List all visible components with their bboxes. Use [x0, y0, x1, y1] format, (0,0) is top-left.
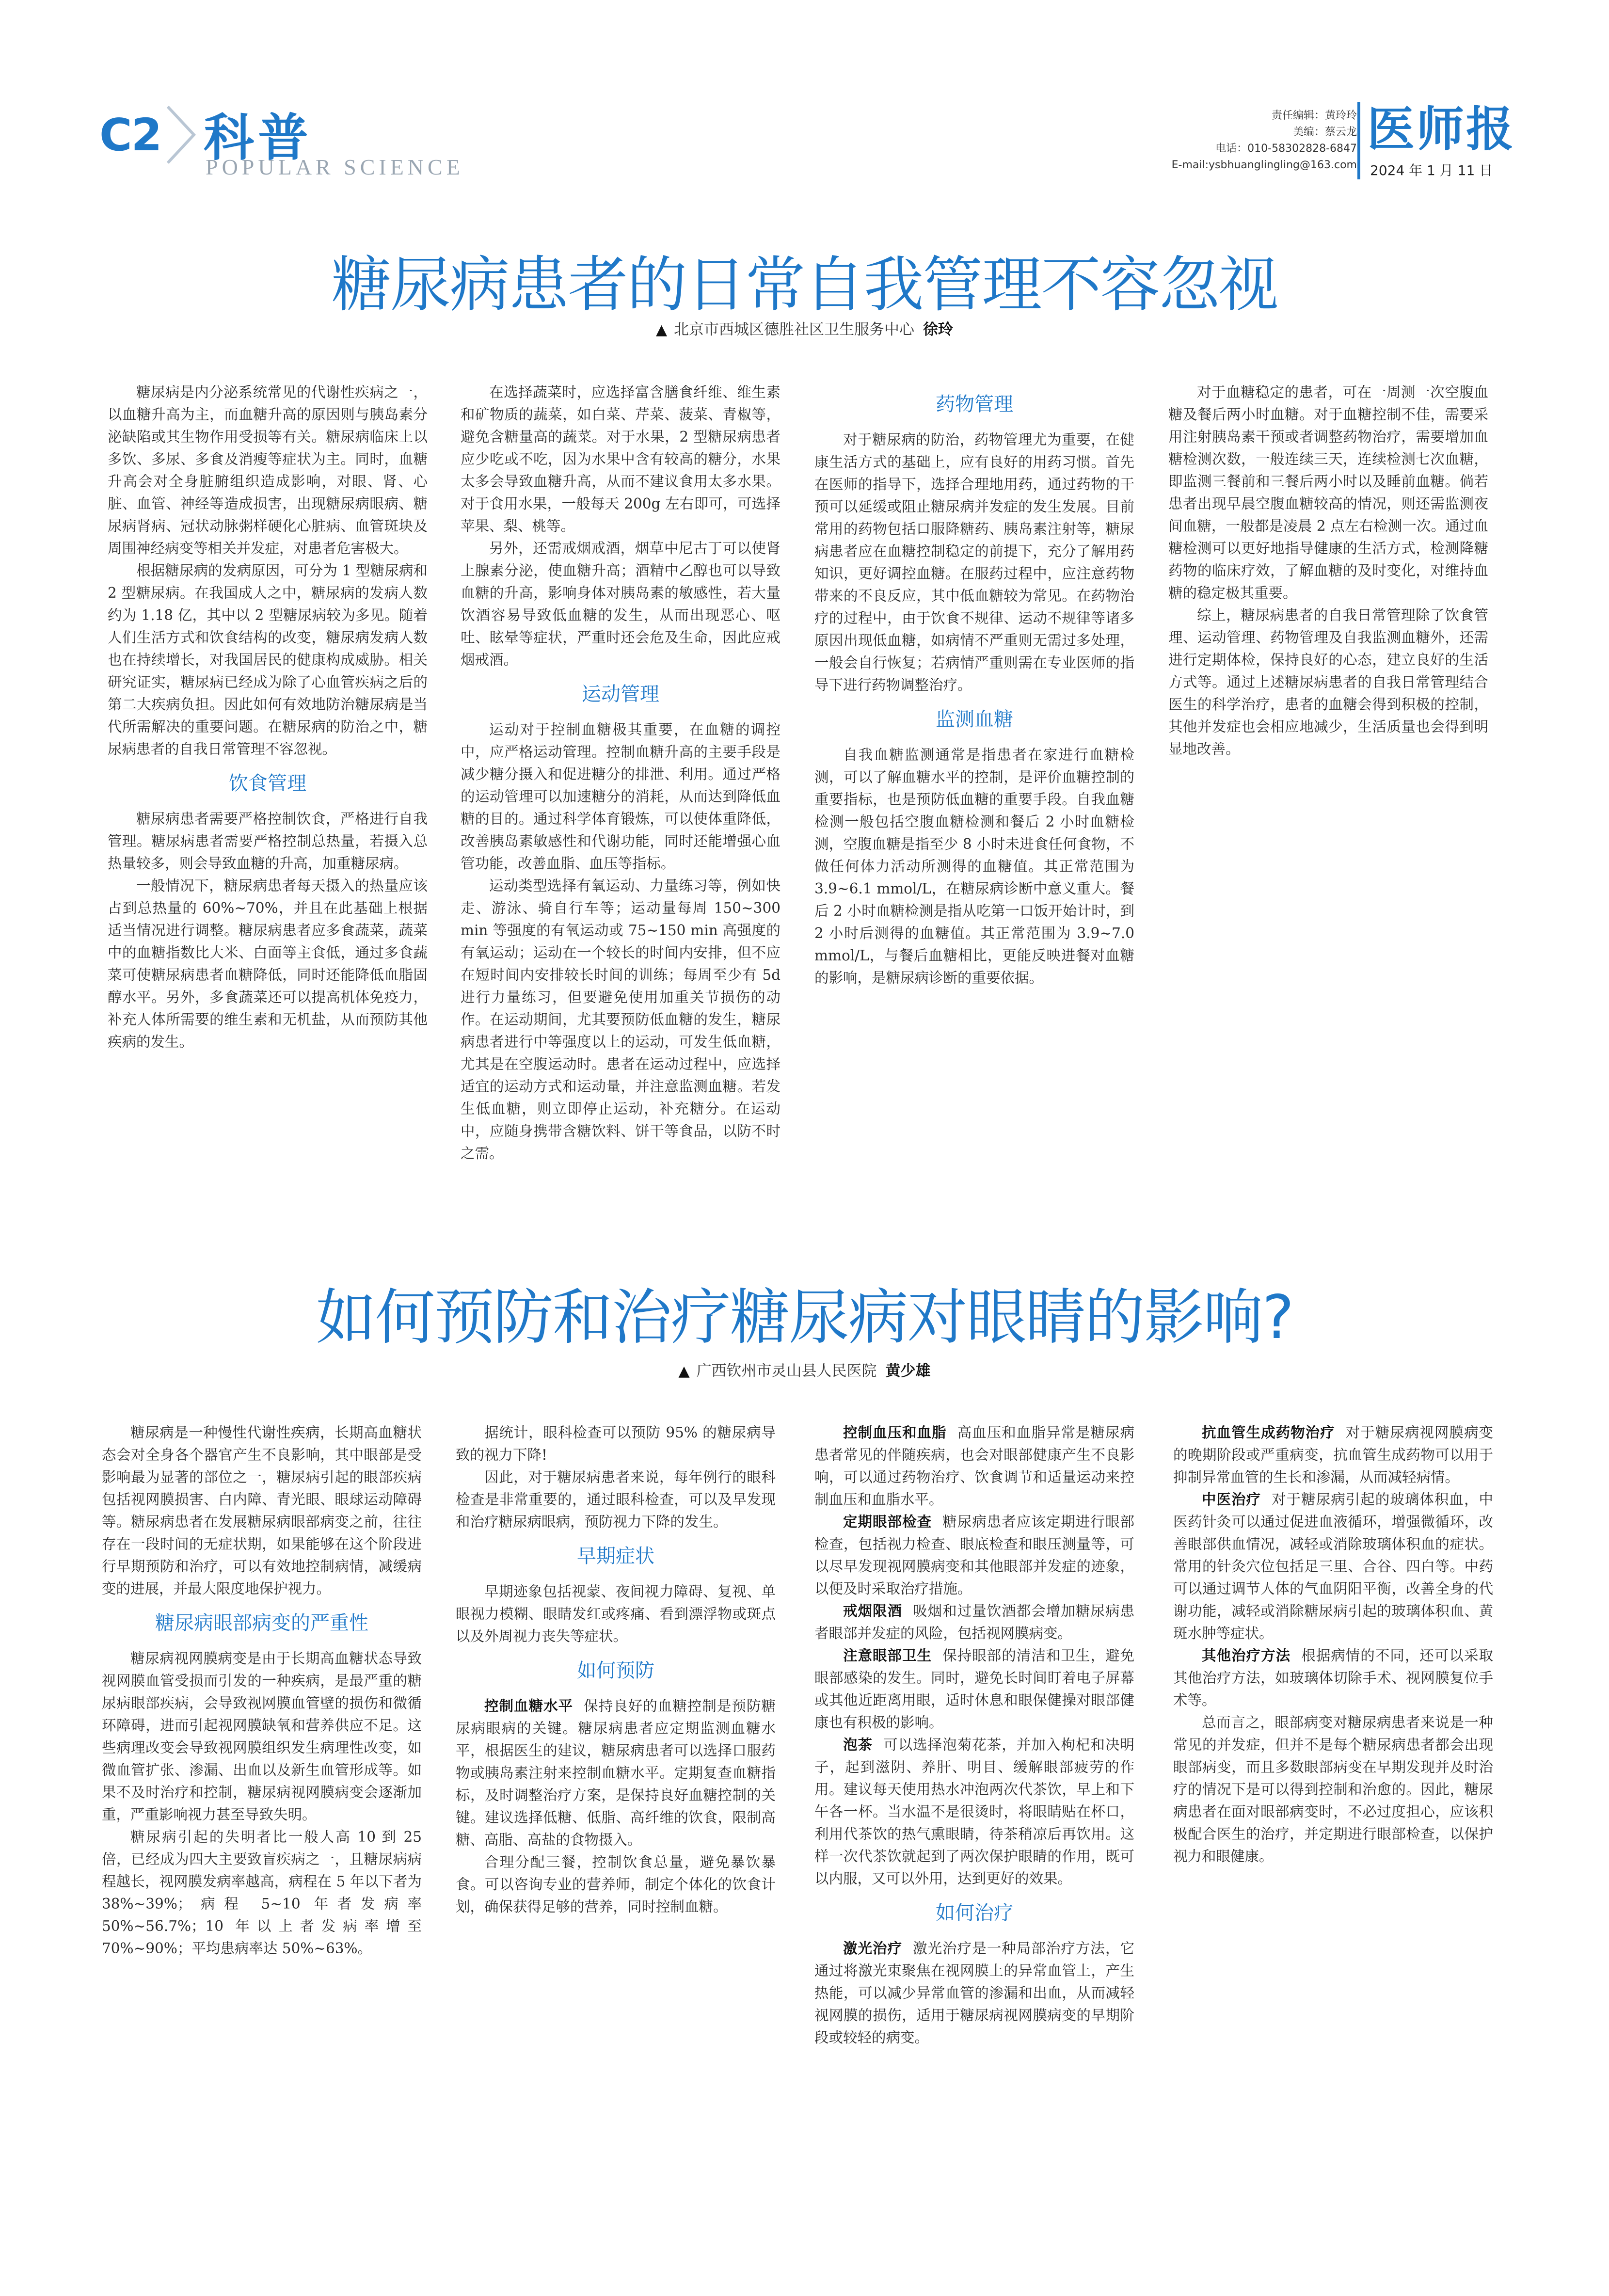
section-heading-drug: 药物管理	[936, 393, 1013, 415]
paragraph: 早期迹象包括视蒙、夜间视力障碍、复视、单眼视力模糊、眼睛发红或疼痛、看到漂浮物或斑点以及外周视力丧失等症状。	[456, 1583, 776, 1644]
paragraph: 中医治疗 对于糖尿病引起的玻璃体积血，中医药针灸可以通过促进血液循环，增强微循环，改善眼部供血情况，减轻或消除玻璃体积血的症状。常用的针灸穴位包括足三里、合谷、四白等。中药可以通过调节人体的气血阴阳平衡，改善全身的代谢功能，减轻或消除糖尿病引起的玻璃体积血、黄斑水肿等症状。	[1173, 1491, 1493, 1642]
triangle-icon: ▲	[678, 1363, 690, 1380]
article2-title: 如何预防和治疗糖尿病对眼睛的影响?	[316, 1283, 1293, 1353]
article2-column-1	[102, 1421, 422, 2265]
section-heading-monitor: 监测血糖	[936, 708, 1013, 731]
paragraph: 对于糖尿病的防治，药物管理尤为重要，在健康生活方式的基础上，应有良好的用药习惯。首先在医师的指导下，选择合理地用药，通过药物的干预可以延缓或阻止糖尿病并发症的发生发展。目前常用的药物包括口服降糖药、胰岛素注射等，糖尿病患者应在血糖控制稳定的前提下，充分了解用药知识，更好调控血糖。在服药过程中，应注意药物带来的不良反应，其中低血糖较为常见。在药物治疗的过程中，由于饮食不规律、运动不规律等诸多原因出现低血糖，如病情不严重则无需过多处理，一般会自行恢复；若病情严重则需在专业医师的指导下进行药物调整治疗。	[814, 431, 1134, 693]
paragraph: 激光治疗 激光治疗是一种局部治疗方法，它通过将激光束聚焦在视网膜上的异常血管上，产生热能，可以减少异常血管的渗漏和出血，从而减轻视网膜的损伤，适用于糖尿病视网膜病变的早期阶段或较轻的病变。	[814, 1940, 1134, 2046]
article1-byline	[0, 317, 1609, 339]
masthead-divider	[1357, 102, 1360, 179]
paragraph: 糖尿病视网膜病变是由于长期高血糖状态导致视网膜血管受损而引发的一种疾病，是最严重的糖尿病眼部疾病，会导致视网膜血管壁的损伤和微循环障碍，进而引起视网膜缺氧和营养供应不足。这些病理改变会导致视网膜组织发生病理性改变，如微血管扩张、渗漏、出血以及新生血管形成等。如果不及时治疗和控制，糖尿病视网膜病变会逐渐加重，严重影响视力甚至导致失明。	[102, 1650, 422, 1823]
paragraph: 戒烟限酒 吸烟和过量饮酒都会增加糖尿病患者眼部并发症的风险，包括视网膜病变。	[814, 1603, 1134, 1642]
keyword: 控制血糖水平	[484, 1698, 574, 1714]
section-heading-early: 早期症状	[577, 1545, 654, 1567]
keyword: 抗血管生成药物治疗	[1202, 1424, 1335, 1441]
email: E-mail:ysbhuanglingling@163.com	[1171, 159, 1357, 171]
article2-affiliation: 广西钦州市灵山县人民医院	[696, 1362, 877, 1380]
article2-column-4	[1173, 1421, 1493, 2265]
paragraph: 其他治疗方法 根据病情的不同，还可以采取其他治疗方法，如玻璃体切除手术、视网膜复位手术等。	[1173, 1647, 1493, 1708]
article2-author: 黄少雄	[885, 1362, 931, 1380]
paragraph: 定期眼部检查 糖尿病患者应该定期进行眼部检查，包括视力检查、眼底检查和眼压测量等，可以尽早发现视网膜病变和其他眼部并发症的迹象，以便及时采取治疗措施。	[814, 1514, 1134, 1597]
paragraph: 糖尿病是内分泌系统常见的代谢性疾病之一，以血糖升高为主，而血糖升高的原因则与胰岛素分泌缺陷或其生物作用受损等有关。糖尿病临床上以多饮、多尿、多食及消瘦等症状为主。同时，血糖升高会对全身脏腑组织造成影响，对眼、肾、心脏、血管、神经等造成损害，出现糖尿病眼病、糖尿病肾病、冠状动脉粥样硬化心脏病、血管斑块及周围神经病变等相关并发症，对患者危害极大。	[108, 384, 428, 557]
editor: 责任编辑：黄玲玲	[1271, 110, 1357, 122]
article2-column-2	[456, 1421, 776, 2265]
section-heading-treat: 如何治疗	[936, 1902, 1013, 1924]
chevron-right-icon	[159, 101, 203, 169]
keyword: 泡茶	[843, 1737, 873, 1753]
article2-byline	[0, 1358, 1609, 1380]
keyword: 其他治疗方法	[1202, 1647, 1291, 1664]
paragraph: 根据糖尿病的发病原因，可分为 1 型糖尿病和 2 型糖尿病。在我国成人之中，糖尿病的发病人数约为 1.18 亿，其中以 2 型糖尿病较为多见。随着人们生活方式和饮食结构的改变，糖尿病发病人数也在持续增长，对我国居民的健康构成威胁。相关研究证实，糖尿病已经成为除了心血管疾病之后的第二大疾病负担。因此如何有效地防治糖尿病是当代所需解决的重要问题。在糖尿病的防治之中，糖尿病患者的自我日常管理不容忽视。	[108, 562, 428, 757]
article2-column-3	[814, 1421, 1134, 2265]
issue-date: 2024 年 1 月 11 日	[1370, 162, 1493, 178]
paragraph: 控制血糖水平 保持良好的血糖控制是预防糖尿病眼病的关键。糖尿病患者应定期监测血糖水平，根据医生的建议，糖尿病患者可以选择口服药物或胰岛素注射来控制血糖水平。定期复查血糖指标，及时调整治疗方案，是保持良好血糖控制的关键。建议选择低糖、低脂、高纤维的饮食，限制高糖、高脂、高盐的食物摄入。	[456, 1698, 776, 1848]
section-heading-exercise: 运动管理	[582, 683, 659, 705]
keyword: 中医治疗	[1202, 1491, 1261, 1508]
designer: 美编：蔡云龙	[1292, 126, 1357, 138]
paragraph: 自我血糖监测通常是指患者在家进行血糖检测，可以了解血糖水平的控制，是评价血糖控制的重要指标，也是预防低血糖的重要手段。自我血糖检测一般包括空腹血糖检测和餐后 2 小时血糖检测，空腹血糖是指至少 8 小时未进食任何食物，不做任何体力活动所测得的血糖值。其正常范围为 3.9~6.1 mmol/L，在糖尿病诊断中意义重大。餐后 2 小时血糖检测是指从吃第一口饭开始计时，到 2 小时后测得的血糖值。其正常范围为 3.9~7.0 mmol/L，与餐后血糖相比，更能反映进餐对血糖的影响，是糖尿病诊断的重要依据。	[814, 747, 1134, 986]
paragraph: 注意眼部卫生 保持眼部的清洁和卫生，避免眼部感染的发生。同时，避免长时间盯着电子屏幕或其他近距离用眼，适时休息和眼保健操对眼部健康也有积极的影响。	[814, 1647, 1134, 1731]
paragraph: 因此，对于糖尿病患者来说，每年例行的眼科检查是非常重要的，通过眼科检查，可以及早发现和治疗糖尿病眼病，预防视力下降的发生。	[456, 1469, 776, 1530]
paragraph: 抗血管生成药物治疗 对于糖尿病视网膜病变的晚期阶段或严重病变，抗血管生成药物可以用于抑制异常血管的生长和渗漏，从而减轻病情。	[1173, 1424, 1493, 1485]
keyword: 激光治疗	[843, 1940, 903, 1957]
paragraph: 泡茶 可以选择泡菊花茶，并加入枸杞和决明子，起到滋阴、养肝、明目、缓解眼部疲劳的作用。建议每天使用热水冲泡两次代茶饮，早上和下午各一杯。当水温不是很烫时，将眼睛贴在杯口，利用代茶饮的热气熏眼睛，待茶稍凉后再饮用。这样一次代茶饮就起到了两次保护眼睛的作用，既可以内服，又可以外用，达到更好的效果。	[814, 1737, 1134, 1887]
section-code: C2	[99, 109, 161, 161]
paragraph: 总而言之，眼部病变对糖尿病患者来说是一种常见的并发症，但并不是每个糖尿病患者都会出现眼部病变，而且多数眼部病变在早期发现并及时治疗的情况下是可以得到控制和治愈的。因此，糖尿病患者在面对眼部病变时，不必过度担心，应该积极配合医生的治疗，并定期进行眼部检查，以保护视力和眼健康。	[1173, 1714, 1493, 1865]
article1-title: 糖尿病患者的日常自我管理不容忽视	[331, 250, 1278, 320]
paragraph: 运动类型选择有氧运动、力量练习等，例如快走、游泳、骑自行车等；运动量每周 150~300 min 等强度的有氧运动或 75~150 min 高强度的有氧运动；运动在一个较长的时间内安排，但不应在短时间内安排较长时间的训练；每周至少有 5d 进行力量练习，但要避免使用加重关节损伤的动作。在运动期间，尤其要预防低血糖的发生，糖尿病患者进行中等强度以上的运动，可发生低血糖，尤其是在空腹运动时。患者在运动过程中，应选择适宜的运动方式和运动量，并注意监测血糖。若发生低血糖，则立即停止运动，补充糖分。在运动中，应随身携带含糖饮料、饼干等食品，以防不时之需。	[461, 877, 781, 1162]
phone: 电话：010-58302828-6847	[1215, 143, 1357, 155]
masthead-logo: 医师报	[1367, 101, 1516, 157]
article1-affiliation: 北京市西城区德胜社区卫生服务中心	[674, 321, 915, 338]
keyword: 戒烟限酒	[843, 1603, 903, 1619]
section-heading-diet: 饮食管理	[229, 772, 306, 795]
editor-info	[1085, 108, 1357, 174]
keyword: 注意眼部卫生	[843, 1647, 932, 1664]
keyword: 控制血压和血脂	[843, 1424, 947, 1441]
paragraph: 糖尿病引起的失明者比一般人高 10 到 25 倍，已经成为四大主要致盲疾病之一，且糖尿病病程越长，视网膜发病率越高，病程在 5 年以下者为 38%~39%；病程 5~10 年者发病率 50%~56.7%；10 年以上者发病率增至 70%~90%；平均患病率达 50%~63%。	[102, 1829, 422, 1957]
section-title: 科普	[204, 108, 313, 167]
paragraph: 糖尿病患者需要严格控制饮食，严格进行自我管理。糖尿病患者需要严格控制总热量，若摄入总热量较多，则会导致血糖的升高，加重糖尿病。	[108, 811, 428, 872]
section-heading-prevent: 如何预防	[577, 1659, 654, 1682]
paragraph: 对于血糖稳定的患者，可在一周测一次空腹血糖及餐后两小时血糖。对于血糖控制不佳，需要采用注射胰岛素干预或者调整药物治疗，需要增加血糖检测次数，一般连续三天，连续检测七次血糖，即监测三餐前和三餐后两小时以及睡前血糖。倘若患者出现早晨空腹血糖较高的情况，则还需监测夜间血糖，一般都是凌晨 2 点左右检测一次。通过血糖检测可以更好地指导健康的生活方式，检测降糖药物的临床疗效，了解血糖的及时变化，对维持血糖的稳定极其重要。	[1168, 384, 1488, 601]
paragraph: 合理分配三餐，控制饮食总量，避免暴饮暴食。可以咨询专业的营养师，制定个体化的饮食计划，确保获得足够的营养，同时控制血糖。	[456, 1854, 776, 1915]
keyword: 定期眼部检查	[843, 1514, 932, 1530]
section-heading-severity: 糖尿病眼部病变的严重性	[155, 1612, 368, 1634]
paragraph: 一般情况下，糖尿病患者每天摄入的热量应该占到总热量的 60%~70%，并且在此基础上根据适当情况进行调整。糖尿病患者应多食蔬菜，蔬菜中的血糖指数比大米、白面等主食低，通过多食蔬菜可使糖尿病患者血糖降低，同时还能降低血脂固醇水平。另外，多食蔬菜还可以提高机体免疫力，补充人体所需要的维生素和无机盐，从而预防其他疾病的发生。	[108, 877, 428, 1050]
paragraph: 综上，糖尿病患者的自我日常管理除了饮食管理、运动管理、药物管理及自我监测血糖外，还需进行定期体检，保持良好的心态，建立良好的生活方式等。通过上述糖尿病患者的自我日常管理结合医生的科学治疗，患者的血糖会得到积极的控制，其他并发症也会相应地减少，生活质量也会得到明显地改善。	[1168, 607, 1488, 757]
paragraph: 另外，还需戒烟戒酒，烟草中尼古丁可以使肾上腺素分泌，使血糖升高；酒精中乙醇也可以导致血糖的升高，影响身体对胰岛素的敏感性，若大量饮酒容易导致低血糖的发生，从而出现恶心、呕吐、眩晕等症状，严重时还会危及生命，因此应戒烟戒酒。	[461, 540, 781, 668]
triangle-icon: ▲	[655, 321, 668, 338]
paragraph: 控制血压和血脂 高血压和血脂异常是糖尿病患者常见的伴随疾病，也会对眼部健康产生不良影响，可以通过药物治疗、饮食调节和适量运动来控制血压和血脂水平。	[814, 1424, 1134, 1508]
article1-author: 徐玲	[923, 321, 954, 338]
paragraph: 运动对于控制血糖极其重要，在血糖的调控中，应严格运动管理。控制血糖升高的主要手段是减少糖分摄入和促进糖分的排泄、利用。通过严格的运动管理可以加速糖分的消耗，从而达到降低血糖的目的。通过科学体育锻炼，可以使体重降低，改善胰岛素敏感性和代谢功能，同时还能增强心血管功能，改善血脂、血压等指标。	[461, 721, 781, 872]
paragraph: 糖尿病是一种慢性代谢性疾病，长期高血糖状态会对全身各个器官产生不良影响，其中眼部是受影响最为显著的部位之一，糖尿病引起的眼部疾病包括视网膜损害、白内障、青光眼、眼球运动障碍等。糖尿病患者在发展糖尿病眼部病变之前，往往存在一段时间的无症状期，如果能够在这个阶段进行早期预防和治疗，可以有效地控制病情，减缓病变的进展，并最大限度地保护视力。	[102, 1424, 422, 1597]
paragraph: 据统计，眼科检查可以预防 95% 的糖尿病导致的视力下降!	[456, 1424, 776, 1463]
section-subtitle: POPULAR SCIENCE	[206, 155, 464, 179]
paragraph: 在选择蔬菜时，应选择富含膳食纤维、维生素和矿物质的蔬菜，如白菜、芹菜、菠菜、青椒等，避免含糖量高的蔬菜。对于水果，2 型糖尿病患者应少吃或不吃，因为水果中含有较高的糖分，水果太多会导致血糖升高，从而不建议食用太多水果。对于食用水果，一般每天 200g 左右即可，可选择苹果、梨、桃等。	[461, 384, 781, 534]
